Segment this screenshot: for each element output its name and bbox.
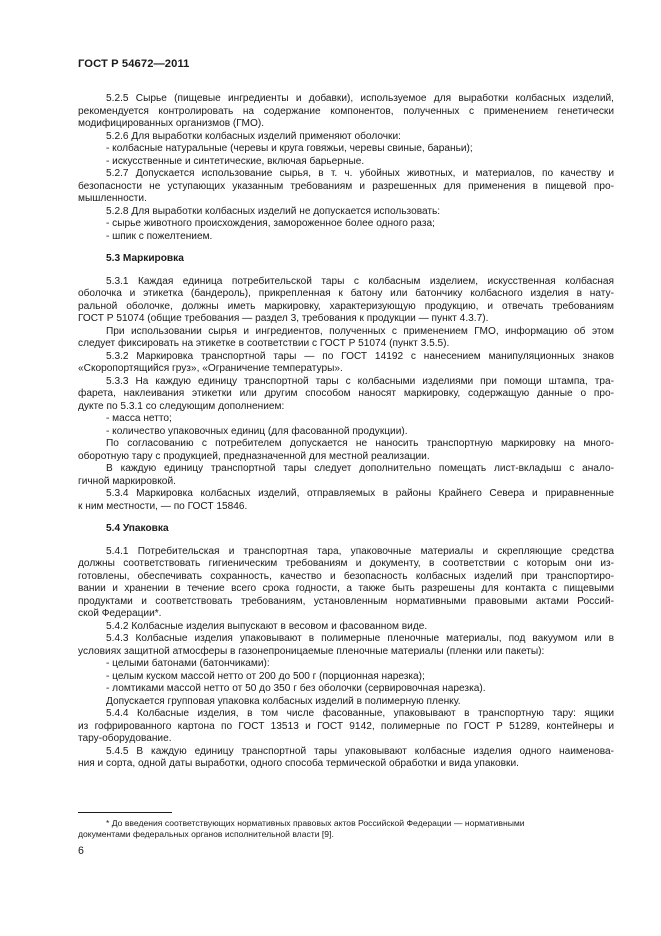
footnote-line: документами федеральных органов исполнительной власти [9]. [78,829,334,840]
paragraph-line: безопасности не уступающих указанным требованиям и разрешенных для применения в пищевой про- [78,180,614,192]
footnote-line: * До введения соответствующих нормативных правовых актов Российской Федерации — нормативными [106,818,525,828]
paragraph-line: следует фиксировать на этикетке в соответствии с ГОСТ Р 51074 (пункт 3.5.5). [78,338,450,349]
paragraph-line: вании и хранении в течение всего срока годности, а также быть разрешены для контакта с пищевыми [78,583,614,594]
paragraph [78,376,614,414]
paragraph-line: должны соответствовать гигиеническим требованиям и документу, в соответствии с которым они из- [78,558,614,569]
paragraph-line: ральной оболочке, должны иметь маркировку, характеризующую продукцию, и отвечать требованиям [78,300,614,312]
footnote [78,818,614,840]
paragraph [78,621,614,634]
paragraph [78,206,614,219]
paragraph-line: По согласованию с потребителем допускается не наносить транспортную маркировку на много- [106,438,614,449]
paragraph [78,746,614,771]
paragraph-line: ской Федерации*. [78,608,162,619]
paragraph [78,93,614,131]
paragraph [78,463,614,488]
paragraph-line: дукте по 5.3.1 со следующим дополнением: [78,400,285,412]
paragraph [78,276,614,326]
paragraph-line: условиях защитной атмосферы в газонепроницаемые пленочные материалы (пленки или пакеты): [78,645,545,657]
page-number: 6 [78,845,84,857]
paragraph [78,696,614,709]
paragraph-line: 5.4.5 В каждую единицу транспортной тары упаковывают колбасные изделия одного наименова- [106,745,614,757]
section-heading: 5.3 Маркировка [106,253,184,264]
paragraph-line: «Скоропортящийся груз», «Ограничение температуры». [78,363,343,374]
paragraph [78,326,614,351]
paragraph-line: гичной маркировкой. [78,475,176,487]
list-item: - сырье животного происхождения, замороженное более одного раза; [106,218,435,229]
paragraph-line: 5.3.3 На каждую единицу транспортной тары с колбасными изделиями при помощи штампа, тра- [106,375,614,387]
paragraph [78,351,614,376]
paragraph-line: 5.4.2 Колбасные изделия выпускают в весовом и фасованном виде. [106,620,428,632]
list-item: - ломтиками массой нетто от 50 до 350 г без оболочки (сервировочная нарезка). [106,683,486,694]
paragraph-line: оболочка и этикетка (бандероль), прикрепленная к батону или батончику колбасного изделия в нату- [78,288,614,299]
list-item: - целым куском массой нетто от 200 до 500 г (порционная нарезка); [106,670,425,682]
list-item: - искусственные и синтетические, включая барьерные. [106,155,365,167]
paragraph [78,168,614,206]
paragraph-line: из гофрированного картона по ГОСТ 13513 и ГОСТ 9142, полимерные по ГОСТ Р 51289, контейнеры и [78,720,614,732]
paragraph-line: тару-оборудование. [78,733,172,744]
document-body [78,93,614,771]
paragraph-line: 5.3.2 Маркировка транспортной тары — по ГОСТ 14192 с нанесением манипуляционных знаков [106,350,614,362]
paragraph-line: В каждую единицу транспортной тары следует дополнительно помещать лист-вкладыш с анало- [106,463,614,474]
paragraph-line: 5.3.4 Маркировка колбасных изделий, отправляемых в районы Крайнего Севера и приравненные [106,488,614,499]
list-item: - целыми батонами (батончиками): [106,658,270,669]
paragraph-line: мышленности. [78,193,147,204]
list-item: - количество упаковочных единиц (для фасованной продукции). [106,425,408,437]
paragraph [78,708,614,746]
paragraph-line: продуктами и соответствовать требованиям, установленным нормативными правовыми актами Россий- [78,595,614,607]
paragraph-line: ГОСТ Р 51074 (общие требования — раздел 3, требования к продукции — пункт 4.3.7). [78,313,489,324]
list-item: - масса нетто; [106,413,172,424]
paragraph [78,438,614,463]
list-item: - шпик с пожелтением. [106,230,213,242]
paragraph-line: 5.2.8 Для выработки колбасных изделий не допускается использовать: [106,205,441,217]
document-header: ГОСТ Р 54672—2011 [78,58,190,70]
paragraph-line: ния и сорта, одной даты выработки, одного способа термической обработки и вида упаковки. [78,758,519,769]
paragraph [78,488,614,513]
paragraph-line: рекомендуется контролировать на содержание компонентов, полученных с применением генетически [78,105,614,117]
paragraph-line: 5.4.1 Потребительская и транспортная тара, упаковочные материалы и скрепляющие средства [106,545,614,557]
paragraph [78,131,614,144]
paragraph-line: модифицированных организмов (ГМО). [78,118,265,129]
paragraph-line: 5.3.1 Каждая единица потребительской тары с колбасным изделием, искусственная колбасная [106,275,614,287]
paragraph-line: готовлены, обеспечивать сохранность, качество и безопасность колбасных изделий при транспортиро- [78,570,614,582]
paragraph-line: 5.2.5 Сырье (пищевые ингредиенты и добавки), используемое для выработки колбасных изделий, [106,93,614,104]
paragraph [78,633,614,658]
section-heading: 5.4 Упаковка [106,523,169,534]
paragraph-line: 5.4.3 Колбасные изделия упаковывают в полимерные пленочные материалы, под вакуумом или в [106,633,614,644]
paragraph-line: оборотную тару с продукцией, предназначенной для местной реализации. [78,450,430,462]
paragraph-line: фарета, наклеивания этикетки или другим способом наносят маркировку, содержащую данные о про- [78,388,614,399]
footnote-separator [78,812,172,813]
paragraph-line: к ним местности, — по ГОСТ 15846. [78,500,248,512]
paragraph-line: 5.2.7 Допускается использование сырья, в т. ч. убойных животных, и материалов, по качеству и [106,168,614,179]
list-item: - колбасные натуральные (черевы и круга говяжьи, черевы свиные, бараньи); [106,143,473,154]
paragraph-line: 5.4.4 Колбасные изделия, в том числе фасованные, упаковывают в транспортную тару: ящики [106,708,614,719]
paragraph-line: 5.2.6 Для выработки колбасных изделий применяют оболочки: [106,130,401,142]
paragraph [78,546,614,621]
paragraph-line: Допускается групповая упаковка колбасных изделий в полимерную пленку. [106,695,461,707]
paragraph-line: При использовании сырья и ингредиентов, полученных с применением ГМО, информацию об этом [106,325,614,337]
